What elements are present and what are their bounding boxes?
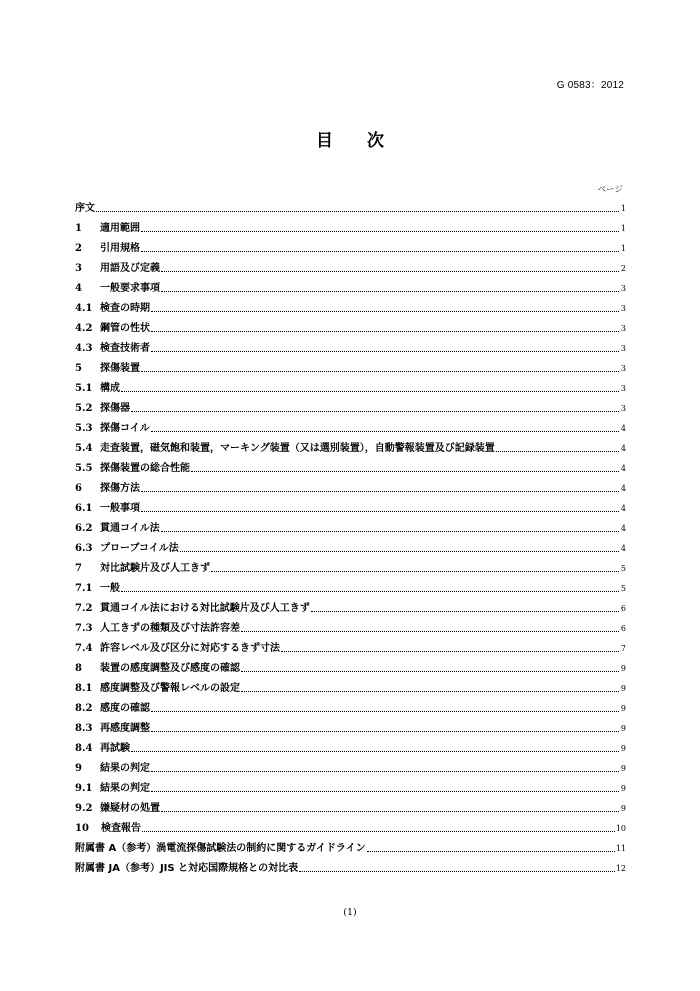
- toc-entry-title: 一般: [100, 583, 120, 594]
- dot-leader: [141, 250, 619, 252]
- toc-entry-page: 4: [620, 444, 626, 453]
- toc-entry-page: 4: [620, 504, 626, 513]
- toc-entry-number: 9: [75, 763, 82, 774]
- toc-entry-page: 3: [620, 284, 626, 293]
- toc-entry-title: 検査技術者: [100, 343, 150, 354]
- toc-entry-page: 9: [620, 724, 626, 733]
- toc-entry-title: 探傷装置の総合性能: [100, 463, 190, 474]
- toc-entry[interactable]: [75, 695, 626, 715]
- toc-entry[interactable]: [75, 215, 626, 235]
- dot-leader: [191, 470, 619, 472]
- toc-entry-page: 9: [620, 784, 626, 793]
- dot-leader: [151, 330, 619, 332]
- toc-entry-title: 再感度調整: [100, 723, 150, 734]
- toc-entry-page: 7: [620, 644, 626, 653]
- dot-leader: [96, 210, 619, 212]
- toc-entry-page: 10: [615, 824, 626, 833]
- toc-entry-number: 7: [75, 563, 82, 574]
- toc-entry-title: 嫌疑材の処置: [100, 803, 160, 814]
- toc-entry-number: 6.2: [75, 523, 93, 534]
- dot-leader: [241, 630, 619, 632]
- toc-entry[interactable]: [75, 855, 626, 875]
- toc-entry[interactable]: [75, 775, 626, 795]
- toc-entry-page: 5: [620, 564, 626, 573]
- toc-entry-page: 3: [620, 324, 626, 333]
- toc-entry[interactable]: [75, 415, 626, 435]
- toc-entry-number: 8: [75, 663, 82, 674]
- toc-entry-page: 6: [620, 604, 626, 613]
- toc-entry-title: 許容レベル及び区分に対応するきず寸法: [100, 643, 280, 654]
- toc-entry[interactable]: [75, 635, 626, 655]
- toc-entry-number: 5.2: [75, 403, 93, 414]
- toc-entry[interactable]: [75, 655, 626, 675]
- toc-entry-number: 7.1: [75, 583, 93, 594]
- dot-leader: [151, 770, 619, 772]
- table-of-contents: [75, 195, 626, 875]
- toc-entry-number: 8.3: [75, 723, 93, 734]
- dot-leader: [141, 230, 619, 232]
- toc-entry-title: 一般要求事項: [100, 283, 160, 294]
- dot-leader: [367, 850, 615, 852]
- toc-entry-number: 3: [75, 263, 82, 274]
- dot-leader: [151, 310, 619, 312]
- toc-entry-page: 4: [620, 464, 626, 473]
- dot-leader: [141, 510, 619, 512]
- toc-entry-page: 2: [620, 264, 626, 273]
- toc-entry[interactable]: [75, 255, 626, 275]
- toc-entry-page: 12: [615, 864, 626, 873]
- toc-entry-number: 6.1: [75, 503, 93, 514]
- toc-entry[interactable]: [75, 235, 626, 255]
- toc-entry-number: 5.1: [75, 383, 93, 394]
- toc-entry-page: 3: [620, 344, 626, 353]
- toc-entry-page: 6: [620, 624, 626, 633]
- toc-entry-number: 7.2: [75, 603, 93, 614]
- toc-entry-title: 附属書 JA（参考）JIS と対応国際規格との対比表: [75, 863, 299, 874]
- toc-entry-page: 3: [620, 404, 626, 413]
- toc-entry-number: 5.3: [75, 423, 93, 434]
- toc-entry-number: 10: [75, 823, 89, 834]
- toc-entry-number: 7.3: [75, 623, 93, 634]
- toc-entry-number: 4.1: [75, 303, 93, 314]
- toc-entry[interactable]: [75, 395, 626, 415]
- toc-entry[interactable]: [75, 275, 626, 295]
- toc-entry[interactable]: [75, 515, 626, 535]
- toc-entry-title: 感度の確認: [100, 703, 150, 714]
- toc-entry-title: 貫通コイル法: [100, 523, 160, 534]
- dot-leader: [496, 450, 619, 452]
- dot-leader: [131, 410, 619, 412]
- toc-entry-title: 鋼管の性状: [100, 323, 150, 334]
- toc-entry-page: 4: [620, 524, 626, 533]
- toc-entry[interactable]: [75, 435, 626, 455]
- toc-entry[interactable]: [75, 475, 626, 495]
- toc-entry-page: 1: [620, 204, 626, 213]
- dot-leader: [141, 490, 619, 492]
- dot-leader: [211, 570, 619, 572]
- toc-entry-title: 対比試験片及び人工きず: [100, 563, 210, 574]
- toc-entry-page: 9: [620, 684, 626, 693]
- toc-entry[interactable]: [75, 575, 626, 595]
- dot-leader: [151, 730, 619, 732]
- toc-entry-title: 結果の判定: [100, 763, 150, 774]
- toc-entry-page: 11: [615, 844, 626, 853]
- toc-entry[interactable]: [75, 555, 626, 575]
- toc-entry[interactable]: [75, 375, 626, 395]
- toc-entry-title: 探傷器: [100, 403, 130, 414]
- toc-entry[interactable]: [75, 195, 626, 215]
- toc-entry-page: 9: [620, 664, 626, 673]
- toc-entry-page: 3: [620, 364, 626, 373]
- toc-entry[interactable]: [75, 355, 626, 375]
- toc-entry[interactable]: [75, 755, 626, 775]
- toc-entry[interactable]: [75, 815, 626, 835]
- dot-leader: [121, 590, 619, 592]
- page-column-label: ページ: [597, 185, 623, 195]
- toc-entry-title: 再試験: [100, 743, 130, 754]
- dot-leader: [151, 350, 619, 352]
- toc-entry[interactable]: [75, 335, 626, 355]
- toc-entry-number: 5.4: [75, 443, 93, 454]
- toc-entry-title: 人工きずの種類及び寸法許容差: [100, 623, 240, 634]
- dot-leader: [151, 430, 619, 432]
- toc-entry-number: 1: [75, 223, 82, 234]
- dot-leader: [141, 370, 619, 372]
- toc-entry-number: 8.1: [75, 683, 93, 694]
- toc-entry-number: 6: [75, 483, 82, 494]
- dot-leader: [161, 810, 619, 812]
- toc-entry-title: 装置の感度調整及び感度の確認: [100, 663, 240, 674]
- dot-leader: [180, 550, 619, 552]
- toc-entry-title: 附属書 A（参考）渦電流探傷試験法の制約に関するガイドライン: [75, 843, 366, 854]
- toc-entry[interactable]: [75, 795, 626, 815]
- toc-entry-page: 9: [620, 764, 626, 773]
- toc-entry-page: 4: [620, 484, 626, 493]
- dot-leader: [281, 650, 619, 652]
- toc-entry-page: 4: [620, 544, 626, 553]
- dot-leader: [161, 290, 619, 292]
- toc-entry-title: プローブコイル法: [100, 543, 179, 554]
- toc-entry-number: 4: [75, 283, 82, 294]
- toc-entry[interactable]: [75, 615, 626, 635]
- toc-entry[interactable]: [75, 495, 626, 515]
- dot-leader: [151, 710, 619, 712]
- toc-entry-number: 9.2: [75, 803, 93, 814]
- toc-entry-title: 引用規格: [100, 243, 140, 254]
- toc-entry-title: 構成: [100, 383, 120, 394]
- toc-entry-title: 適用範囲: [100, 223, 140, 234]
- dot-leader: [299, 870, 615, 872]
- toc-entry-title: 序文: [75, 203, 95, 214]
- toc-entry[interactable]: [75, 295, 626, 315]
- page-title: 目 次: [316, 131, 398, 151]
- dot-leader: [151, 790, 619, 792]
- toc-entry-number: 5.5: [75, 463, 93, 474]
- toc-entry-title: 一般事項: [100, 503, 140, 514]
- toc-entry-number: 9.1: [75, 783, 93, 794]
- toc-entry-page: 9: [620, 704, 626, 713]
- toc-entry-title: 走査装置，磁気飽和装置，マーキング装置（又は選別装置），自動警報装置及び記録装置: [100, 443, 495, 454]
- toc-entry-number: 8.4: [75, 743, 93, 754]
- page-folio: (1): [343, 907, 357, 918]
- toc-entry-number: 5: [75, 363, 82, 374]
- toc-entry-page: 9: [620, 744, 626, 753]
- toc-entry[interactable]: [75, 735, 626, 755]
- toc-entry-number: 4.3: [75, 343, 93, 354]
- toc-entry-title: 貫通コイル法における対比試験片及び人工きず: [100, 603, 310, 614]
- dot-leader: [161, 270, 619, 272]
- dot-leader: [161, 530, 619, 532]
- dot-leader: [241, 690, 619, 692]
- dot-leader: [311, 610, 619, 612]
- toc-entry[interactable]: [75, 455, 626, 475]
- toc-entry-title: 探傷装置: [100, 363, 140, 374]
- toc-entry-title: 検査の時期: [100, 303, 150, 314]
- toc-entry-number: 8.2: [75, 703, 93, 714]
- toc-entry-number: 7.4: [75, 643, 93, 654]
- document-code: G 0583：2012: [556, 80, 624, 91]
- toc-entry-title: 結果の判定: [100, 783, 150, 794]
- toc-entry-title: 用語及び定義: [100, 263, 160, 274]
- toc-entry-page: 3: [620, 304, 626, 313]
- toc-entry[interactable]: [75, 535, 626, 555]
- toc-entry-title: 検査報告: [101, 823, 141, 834]
- toc-entry-number: 6.3: [75, 543, 93, 554]
- toc-entry-title: 探傷コイル: [100, 423, 150, 434]
- toc-entry-page: 9: [620, 804, 626, 813]
- dot-leader: [241, 670, 619, 672]
- toc-entry-page: 1: [620, 224, 626, 233]
- dot-leader: [121, 390, 619, 392]
- toc-entry-number: 2: [75, 243, 82, 254]
- toc-entry-page: 4: [620, 424, 626, 433]
- dot-leader: [142, 830, 615, 832]
- toc-entry[interactable]: [75, 315, 626, 335]
- dot-leader: [131, 750, 619, 752]
- toc-entry-title: 感度調整及び警報レベルの設定: [100, 683, 240, 694]
- toc-entry-page: 5: [620, 584, 626, 593]
- toc-entry[interactable]: [75, 675, 626, 695]
- toc-entry[interactable]: [75, 595, 626, 615]
- toc-entry-title: 探傷方法: [100, 483, 140, 494]
- toc-entry-page: 1: [620, 244, 626, 253]
- toc-entry-page: 3: [620, 384, 626, 393]
- toc-entry-number: 4.2: [75, 323, 93, 334]
- toc-entry[interactable]: [75, 835, 626, 855]
- toc-entry[interactable]: [75, 715, 626, 735]
